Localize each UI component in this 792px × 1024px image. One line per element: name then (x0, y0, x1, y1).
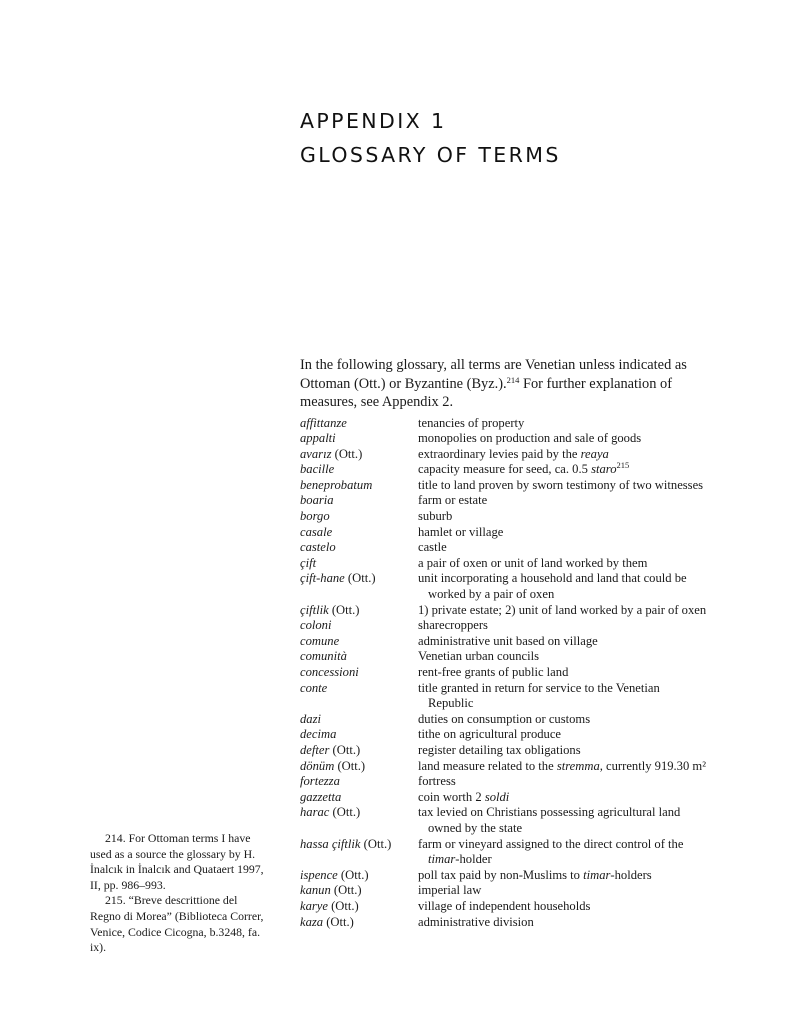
glossary-term (300, 634, 418, 650)
glossary-entry (300, 571, 720, 602)
definition-line (418, 493, 718, 509)
glossary-definition (418, 681, 718, 712)
glossary-definition (418, 478, 718, 494)
definition-line (418, 416, 718, 432)
term-qualifier: (Ott.) (323, 914, 354, 929)
definition-text: 1) private estate; 2) unit of land worked by a pair of oxen (418, 602, 707, 617)
definition-line (418, 759, 718, 775)
glossary-entry (300, 493, 720, 509)
footnotes (90, 831, 270, 956)
term-word: boaria (300, 493, 334, 508)
appendix-heading (300, 104, 561, 172)
definition-line (418, 618, 718, 634)
term-qualifier: (Ott.) (329, 805, 361, 820)
term-word: avarız (300, 446, 332, 461)
glossary-entry (300, 665, 720, 681)
continuation-text: worked by a pair of oxen (428, 587, 555, 602)
term-word: karye (300, 898, 328, 913)
definition-continuation (418, 821, 718, 837)
definition-text: sharecroppers (418, 618, 488, 633)
definition-line (418, 915, 718, 931)
glossary-entry (300, 603, 720, 619)
glossary-term (300, 790, 418, 806)
glossary-entry (300, 774, 720, 790)
continuation-text: Republic (428, 696, 474, 711)
term-word: castelo (300, 540, 336, 555)
definition-line (418, 478, 718, 494)
term-word: dazi (300, 711, 321, 726)
definition-text: a pair of oxen or unit of land worked by them (418, 555, 648, 570)
glossary-entry (300, 790, 720, 806)
definition-text: imperial law (418, 883, 482, 898)
glossary-term (300, 447, 418, 463)
footnote-214: 214. For Ottoman terms I have used as a source the glossary by H. İnalcık in İnalcık and Quataert 1997, II, pp. 986–993. (90, 831, 264, 892)
definition-text: tenancies of property (418, 415, 525, 430)
continuation-emphasis: timar (428, 852, 456, 867)
definition-text-end: currently 919.30 m² (602, 758, 706, 773)
definition-text: hamlet or village (418, 524, 504, 539)
term-word: appalti (300, 431, 336, 446)
glossary-entry (300, 649, 720, 665)
term-word: concessioni (300, 665, 359, 679)
definition-text: coin worth 2 (418, 789, 485, 804)
definition-text: Venetian urban councils (418, 649, 539, 664)
glossary-definition (418, 774, 718, 790)
definition-line (418, 649, 718, 665)
glossary-entry (300, 416, 720, 432)
definition-text: farm or vineyard assigned to the direct control of the (418, 836, 684, 851)
glossary-term (300, 571, 418, 602)
footnote-ref-215[interactable]: 215 (616, 460, 630, 471)
glossary-definition (418, 493, 718, 509)
glossary-term (300, 899, 418, 915)
glossary-entry (300, 899, 720, 915)
glossary-entry (300, 681, 720, 712)
footnote-215: 215. “Breve descrittione del Regno di Morea” (Biblioteca Correr, Venice, Codice Cicogna, b.3248, fa. ix). (90, 893, 264, 955)
term-word: decima (300, 727, 337, 742)
glossary-definition (418, 712, 718, 728)
glossary-entry (300, 727, 720, 743)
definition-line (418, 525, 718, 541)
glossary-entry (300, 556, 720, 572)
definition-text: title granted in return for service to the Venetian (418, 680, 660, 695)
definition-line (418, 447, 718, 463)
glossary-definition (418, 556, 718, 572)
definition-line (418, 883, 718, 899)
glossary-definition (418, 868, 718, 884)
glossary-definition (418, 431, 718, 447)
glossary-entry (300, 634, 720, 650)
glossary-term (300, 431, 418, 447)
definition-text-end: -holders (610, 867, 652, 882)
glossary-term (300, 774, 418, 790)
glossary-term (300, 462, 418, 478)
term-qualifier: (Ott.) (328, 602, 360, 617)
glossary-entry (300, 431, 720, 447)
glossary-definition (418, 727, 718, 743)
definition-text: tithe on agricultural produce (418, 727, 562, 742)
glossary-term (300, 837, 418, 868)
glossary-term (300, 681, 418, 712)
glossary-term (300, 665, 418, 681)
glossary-term (300, 649, 418, 665)
term-qualifier: (Ott.) (329, 742, 361, 757)
glossary-term (300, 618, 418, 634)
glossary-definition (418, 525, 718, 541)
glossary-definition (418, 634, 718, 650)
glossary-term (300, 743, 418, 759)
glossary-entry (300, 540, 720, 556)
definition-text: duties on consumption or customs (418, 711, 591, 726)
definition-line (418, 603, 718, 619)
definition-line (418, 665, 718, 681)
term-word: çift-hane (300, 571, 345, 586)
term-word: conte (300, 680, 328, 695)
glossary-definition (418, 915, 718, 931)
definition-continuation (418, 696, 718, 712)
definition-text: extraordinary levies paid by the (418, 446, 581, 461)
definition-line (418, 743, 718, 759)
footnote-ref-214[interactable]: 214 (506, 374, 520, 385)
glossary-definition (418, 899, 718, 915)
definition-text: rent-free grants of public land (418, 665, 569, 679)
glossary-definition (418, 883, 718, 899)
glossary-definition (418, 649, 718, 665)
definition-emphasis: staro (591, 462, 617, 477)
definition-text: title to land proven by sworn testimony of two witnesses (418, 477, 704, 492)
definition-text: tax levied on Christians possessing agricultural land (418, 805, 681, 820)
glossary-term (300, 883, 418, 899)
glossary-term (300, 727, 418, 743)
glossary-term (300, 556, 418, 572)
glossary-entry (300, 618, 720, 634)
term-qualifier: (Ott.) (337, 867, 369, 882)
glossary-entry (300, 915, 720, 931)
term-word: kaza (300, 914, 324, 929)
appendix-number: APPENDIX 1 (300, 109, 447, 133)
term-word: beneprobatum (300, 477, 373, 492)
glossary-entry (300, 805, 720, 836)
definition-text: register detailing tax obligations (418, 742, 581, 757)
definition-line (418, 462, 718, 478)
term-qualifier: (Ott.) (344, 571, 376, 586)
glossary-definition (418, 837, 718, 868)
term-word: casale (300, 524, 333, 539)
glossary-entry (300, 759, 720, 775)
definition-line (418, 712, 718, 728)
glossary-definition (418, 759, 718, 775)
definition-text: farm or estate (418, 493, 488, 508)
intro-paragraph (300, 356, 720, 412)
glossary-definition (418, 790, 718, 806)
definition-text: village of independent households (418, 898, 591, 913)
definition-line (418, 790, 718, 806)
term-word: defter (300, 742, 330, 757)
term-word: çift (300, 555, 317, 570)
glossary-term (300, 540, 418, 556)
term-word: bacille (300, 462, 335, 477)
definition-text: capacity measure for seed, ca. 0.5 (418, 462, 592, 477)
term-word: ispence (300, 867, 338, 882)
appendix-title: GLOSSARY OF TERMS (300, 143, 561, 167)
definition-text: suburb (418, 509, 453, 524)
term-qualifier: (Ott.) (331, 446, 363, 461)
glossary-term (300, 759, 418, 775)
glossary-term (300, 868, 418, 884)
glossary-term (300, 509, 418, 525)
glossary-term (300, 525, 418, 541)
glossary-definition (418, 743, 718, 759)
term-word: comunità (300, 649, 347, 664)
definition-text: poll tax paid by non-Muslims to (418, 867, 584, 882)
glossary-definition (418, 416, 718, 432)
glossary-list (300, 416, 720, 931)
term-word: fortezza (300, 774, 340, 789)
glossary-definition (418, 447, 718, 463)
glossary-entry (300, 525, 720, 541)
term-qualifier: (Ott.) (360, 836, 392, 851)
glossary-entry (300, 712, 720, 728)
definition-emphasis: stremma, (556, 758, 603, 773)
term-word: borgo (300, 509, 330, 524)
glossary-entry (300, 837, 720, 868)
glossary-entry (300, 509, 720, 525)
definition-emphasis: reaya (580, 446, 609, 461)
term-word: kanun (300, 883, 331, 898)
glossary-definition (418, 540, 718, 556)
continuation-text: owned by the state (428, 820, 523, 835)
term-word: hassa çiftlik (300, 836, 361, 851)
definition-line (418, 571, 718, 587)
continuation-text-end: -holder (455, 852, 492, 867)
definition-emphasis: soldi (484, 789, 510, 804)
definition-text: castle (418, 540, 447, 555)
glossary-definition (418, 462, 718, 478)
definition-text: administrative unit based on village (418, 633, 598, 648)
definition-text: administrative division (418, 914, 534, 929)
term-qualifier: (Ott.) (330, 883, 362, 898)
term-word: coloni (300, 618, 332, 633)
glossary-term (300, 603, 418, 619)
glossary-entry (300, 462, 720, 478)
definition-line (418, 681, 718, 697)
glossary-entry (300, 743, 720, 759)
intro-text-a: In the following glossary, all terms are Venetian unless indicated as Ottoman (Ott.) or Byzantine (Byz.). (300, 357, 687, 392)
term-word: harac (300, 805, 330, 820)
glossary-term (300, 493, 418, 509)
definition-line (418, 868, 718, 884)
definition-line (418, 540, 718, 556)
definition-text: fortress (418, 774, 456, 789)
definition-line (418, 774, 718, 790)
glossary-entry (300, 447, 720, 463)
glossary-definition (418, 805, 718, 836)
definition-emphasis: timar (583, 867, 611, 882)
glossary-entry (300, 883, 720, 899)
glossary-definition (418, 665, 718, 681)
glossary-definition (418, 603, 718, 619)
term-qualifier: (Ott.) (327, 898, 359, 913)
glossary-term (300, 416, 418, 432)
term-word: comune (300, 633, 340, 648)
term-qualifier: (Ott.) (334, 758, 366, 773)
definition-line (418, 556, 718, 572)
definition-line (418, 805, 718, 821)
glossary-term (300, 915, 418, 931)
glossary-definition (418, 571, 718, 602)
definition-text: monopolies on production and sale of goods (418, 431, 642, 446)
definition-text: land measure related to the (418, 758, 557, 773)
definition-line (418, 727, 718, 743)
definition-continuation (418, 852, 718, 868)
definition-line (418, 634, 718, 650)
glossary-definition (418, 509, 718, 525)
term-word: gazzetta (300, 789, 342, 804)
glossary-term (300, 478, 418, 494)
term-word: dönüm (300, 758, 335, 773)
glossary-definition (418, 618, 718, 634)
definition-continuation (418, 587, 718, 603)
definition-line (418, 509, 718, 525)
glossary-term (300, 805, 418, 836)
intro-text-b: For further explanation of measures, see Appendix 2. (300, 375, 673, 410)
term-word: affittanze (300, 415, 347, 430)
glossary-term (300, 712, 418, 728)
definition-line (418, 431, 718, 447)
definition-line (418, 899, 718, 915)
definition-text: unit incorporating a household and land that could be (418, 571, 687, 586)
glossary-entry (300, 478, 720, 494)
term-word: çiftlik (300, 602, 329, 617)
glossary-entry (300, 868, 720, 884)
definition-line (418, 837, 718, 853)
